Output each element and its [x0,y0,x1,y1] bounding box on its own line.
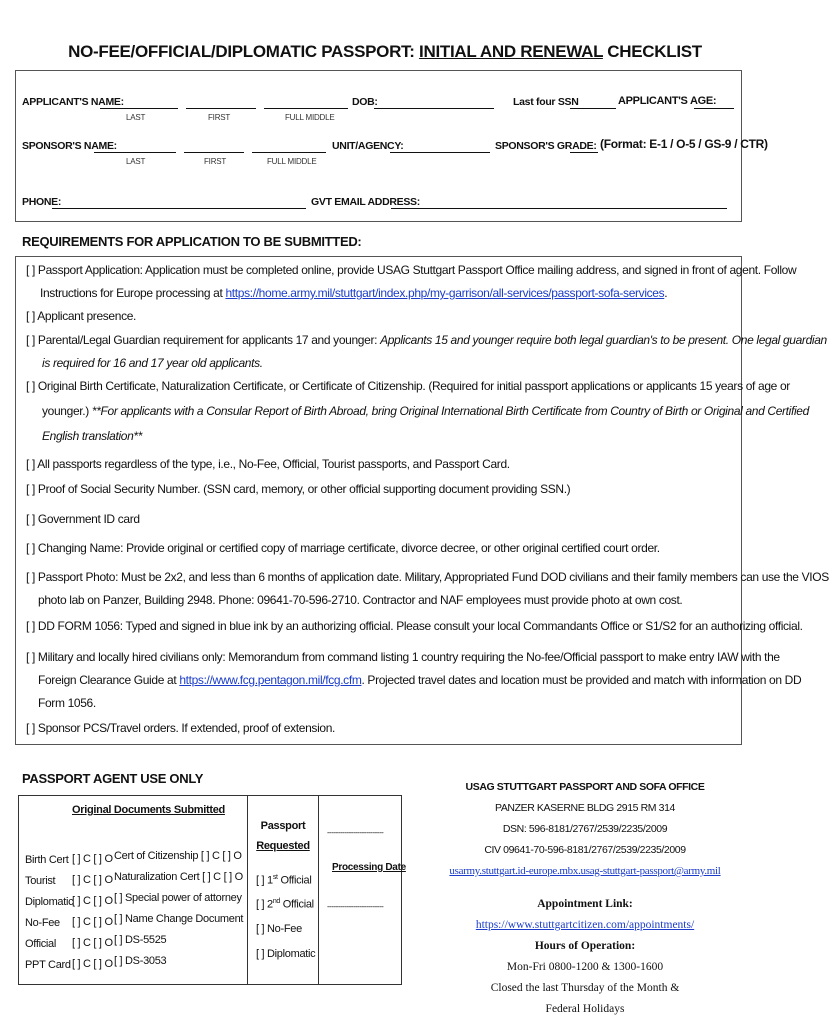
req-item-line: [ ] Sponsor PCS/Travel orders. If extended, proof of extension. [26,721,336,735]
doc-extra-item[interactable]: [ ] DS-5525 [114,934,167,946]
req-item-line: . [664,286,668,300]
req-sponsor-orders [26,717,335,740]
office-dsn: DSN: 596-8181/2767/2539/2235/2009 [502,823,668,835]
req-item-line: . Projected travel dates and location must be provided and match with information on DD [361,673,802,687]
unit-agency-field[interactable] [390,152,490,153]
req-item-line: photo lab on Panzer, Building 2948. Phone: 09641-70-596-2710. Contractor and NAF employees must provide photo at own cost. [38,593,683,607]
office-civ: CIV 09641-70-596-8181/2767/2539/2235/2009 [484,844,686,856]
doc-extra-item[interactable]: Cert of Citizenship [ ] C [ ] O [114,850,242,862]
doc-type: Tourist [25,875,56,887]
applicant-middle-field[interactable] [264,108,348,109]
applicant-middle-sublabel: FULL MIDDLE [285,113,335,122]
doc-checkbox-column[interactable] [72,849,113,975]
copy-original-checkboxes[interactable]: [ ] C [ ] O [72,895,113,907]
passport-requested-l1: Passport [260,820,306,832]
copy-original-checkboxes[interactable]: [ ] C [ ] O [72,916,113,928]
copy-original-checkboxes[interactable]: [ ] C [ ] O [72,853,113,865]
req-item-line: Foreign Clearance Guide at [38,673,180,687]
copy-original-checkboxes[interactable]: [ ] C [ ] O [72,874,113,886]
doc-type: Official [25,938,57,950]
req-item-line: Instructions for Europe processing at [40,286,226,300]
req-item-line: younger.) [42,404,92,418]
copy-original-checkboxes[interactable]: [ ] C [ ] O [72,958,113,970]
office-info [432,777,738,1020]
appointment-link[interactable]: https://www.stuttgartcitizen.com/appointments/ [475,919,695,931]
applicant-last-sublabel: LAST [126,113,146,122]
req-dd-form-1056 [26,615,803,638]
req-item-line: [ ] Passport Application: Application must be completed online, provide USAG Stuttgart Passport Office mailing address, and signed in front of agent. Follow [26,263,797,277]
req-item-line: [ ] Government ID card [26,512,140,526]
doc-type-column [25,850,73,976]
unit-agency-label: UNIT/AGENCY: [332,140,404,152]
applicant-name-label: APPLICANT'S NAME: [22,96,124,108]
dob-label: DOB: [352,96,378,108]
sponsor-grade-label: SPONSOR'S GRADE: [495,140,597,152]
office-address: PANZER KASERNE BLDG 2915 RM 314 [495,802,675,814]
doc-type: PPT Card [25,959,71,971]
req-ssn-proof [26,478,570,501]
agent-divider [318,795,319,985]
last-four-ssn-label: Last four SSN [513,96,579,108]
last-four-ssn-field[interactable] [570,108,616,109]
sponsor-name-label: SPONSOR'S NAME: [22,140,117,152]
doc-type: Birth Cert [25,854,69,866]
sponsor-last-field[interactable] [94,152,176,153]
req-changing-name [26,537,660,560]
phone-field[interactable] [52,208,306,209]
doc-extra-item[interactable]: Naturalization Cert [ ] C [ ] O [114,871,243,883]
doc-extra-item[interactable]: [ ] Name Change Document [114,913,244,925]
req-applicant-presence [26,305,136,328]
req-item-line: [ ] Passport Photo: Must be 2x2, and less than 6 months of application date. Military, Appropriated Fund DOD civilians and their family members can use the VIOS [26,570,829,584]
applicant-first-sublabel: FIRST [208,113,231,122]
agent-dashes: -------------------------- [327,828,384,837]
passport-requested-header [252,816,314,856]
office-email-link[interactable]: usarmy.stuttgart.id-europe.mbx.usag-stuttgart-passport@army.mil [449,865,721,877]
req-item-italic: English translation** [42,429,143,443]
gvt-email-label: GVT EMAIL ADDRESS: [311,196,420,208]
req-item-italic: Applicants 15 and younger require both legal guardian's to be present. One legal guardian [380,333,827,347]
applicant-age-field[interactable] [694,108,734,109]
sponsor-grade-field[interactable] [570,152,598,153]
req-item-italic: **For applicants with a Consular Report of Birth Abroad, bring Original International Birth Certificate from Country of Birth or Original and Certified [91,404,809,418]
doc-type: Diplomatic [25,896,74,908]
applicant-age-label: APPLICANT'S AGE: [618,95,717,107]
req-passport-application [26,259,796,305]
sponsor-first-field[interactable] [184,152,244,153]
req-item-line: [ ] Proof of Social Security Number. (SSN card, memory, or other official supporting document providing SSN.) [26,482,571,496]
fcg-link[interactable]: https://www.fcg.pentagon.mil/fcg.cfm [179,673,362,687]
req-item-line: [ ] Changing Name: Provide original or certified copy of marriage certificate, divorce decree, or other original certified court order. [26,541,660,555]
req-memorandum [26,646,801,715]
req-all-passports [26,453,510,476]
title-part2: INITIAL AND RENEWAL [419,42,603,61]
closed-note-l2: Federal Holidays [545,1003,625,1015]
req-government-id [26,508,140,531]
dob-field[interactable] [374,108,494,109]
original-docs-header: Original Documents Submitted [72,804,225,816]
doc-extra-item[interactable]: [ ] Special power of attorney [114,892,242,904]
processing-date-field[interactable]: -------------------------- [327,902,384,911]
closed-note-l1: Closed the last Thursday of the Month & [490,982,680,994]
doc-type: No-Fee [25,917,60,929]
req-item-line: [ ] Parental/Legal Guardian requirement for applicants 17 and younger: [26,333,381,347]
applicant-last-field[interactable] [100,108,178,109]
req-birth-certificate [26,374,809,449]
sponsor-last-sublabel: LAST [126,157,146,166]
req-1st-official[interactable]: [ ] 1st Official [256,874,312,887]
sponsor-middle-sublabel: FULL MIDDLE [267,157,317,166]
req-item-line: [ ] All passports regardless of the type, i.e., No-Fee, Official, Tourist passports, and Passport Card. [26,457,510,471]
applicant-first-field[interactable] [186,108,256,109]
sponsor-first-sublabel: FIRST [204,157,227,166]
req-item-italic: is required for 16 and 17 year old applicants. [42,356,263,370]
agent-divider [247,795,248,985]
req-item-line: [ ] Applicant presence. [26,309,137,323]
hours-value: Mon-Fri 0800-1200 & 1300-1600 [506,961,664,973]
agent-title: PASSPORT AGENT USE ONLY [22,771,204,786]
office-name: USAG STUTTGART PASSPORT AND SOFA OFFICE [465,781,705,793]
hours-label: Hours of Operation: [534,940,636,952]
title-part1: NO-FEE/OFFICIAL/DIPLOMATIC PASSPORT: [68,42,420,61]
copy-original-checkboxes[interactable]: [ ] C [ ] O [72,937,113,949]
req-diplomatic[interactable]: [ ] Diplomatic [256,948,316,960]
grade-format-note: (Format: E-1 / O-5 / GS-9 / CTR) [600,137,768,151]
gvt-email-field[interactable] [391,208,727,209]
page-title [0,42,770,62]
passport-requested-l2: Requested [256,840,310,852]
doc-extra-column[interactable] [114,846,243,972]
req-item-line: [ ] Original Birth Certificate, Naturalization Certificate, or Certificate of Citizenship. (Required for initial passport applications or applicants 15 years of age or [26,379,790,393]
req-no-fee[interactable]: [ ] No-Fee [256,923,302,935]
req-2nd-official[interactable]: [ ] 2nd Official [256,898,314,911]
req-item-line: [ ] DD FORM 1056: Typed and signed in blue ink by an authorizing official. Please consult your local Commandants Office or S1/S2 for an authorizing official. [26,619,803,633]
req-item-line: [ ] Military and locally hired civilians only: Memorandum from command listing 1 country requiring the No-fee/Official passport to make entry IAW with the [26,650,780,664]
requirements-title: REQUIREMENTS FOR APPLICATION TO BE SUBMITTED: [22,234,362,249]
appointment-label: Appointment Link: [537,898,633,910]
req-guardian [26,329,827,375]
phone-label: PHONE: [22,196,62,208]
sponsor-middle-field[interactable] [252,152,326,153]
title-part3: CHECKLIST [602,42,702,61]
processing-date-label: Processing Date [332,862,406,873]
doc-extra-item[interactable]: [ ] DS-3053 [114,955,167,967]
req-passport-photo [26,566,829,612]
req-item-line: Form 1056. [38,696,96,710]
passport-office-link[interactable]: https://home.army.mil/stuttgart/index.php/my-garrison/all-services/passport-sofa-services [225,286,665,300]
